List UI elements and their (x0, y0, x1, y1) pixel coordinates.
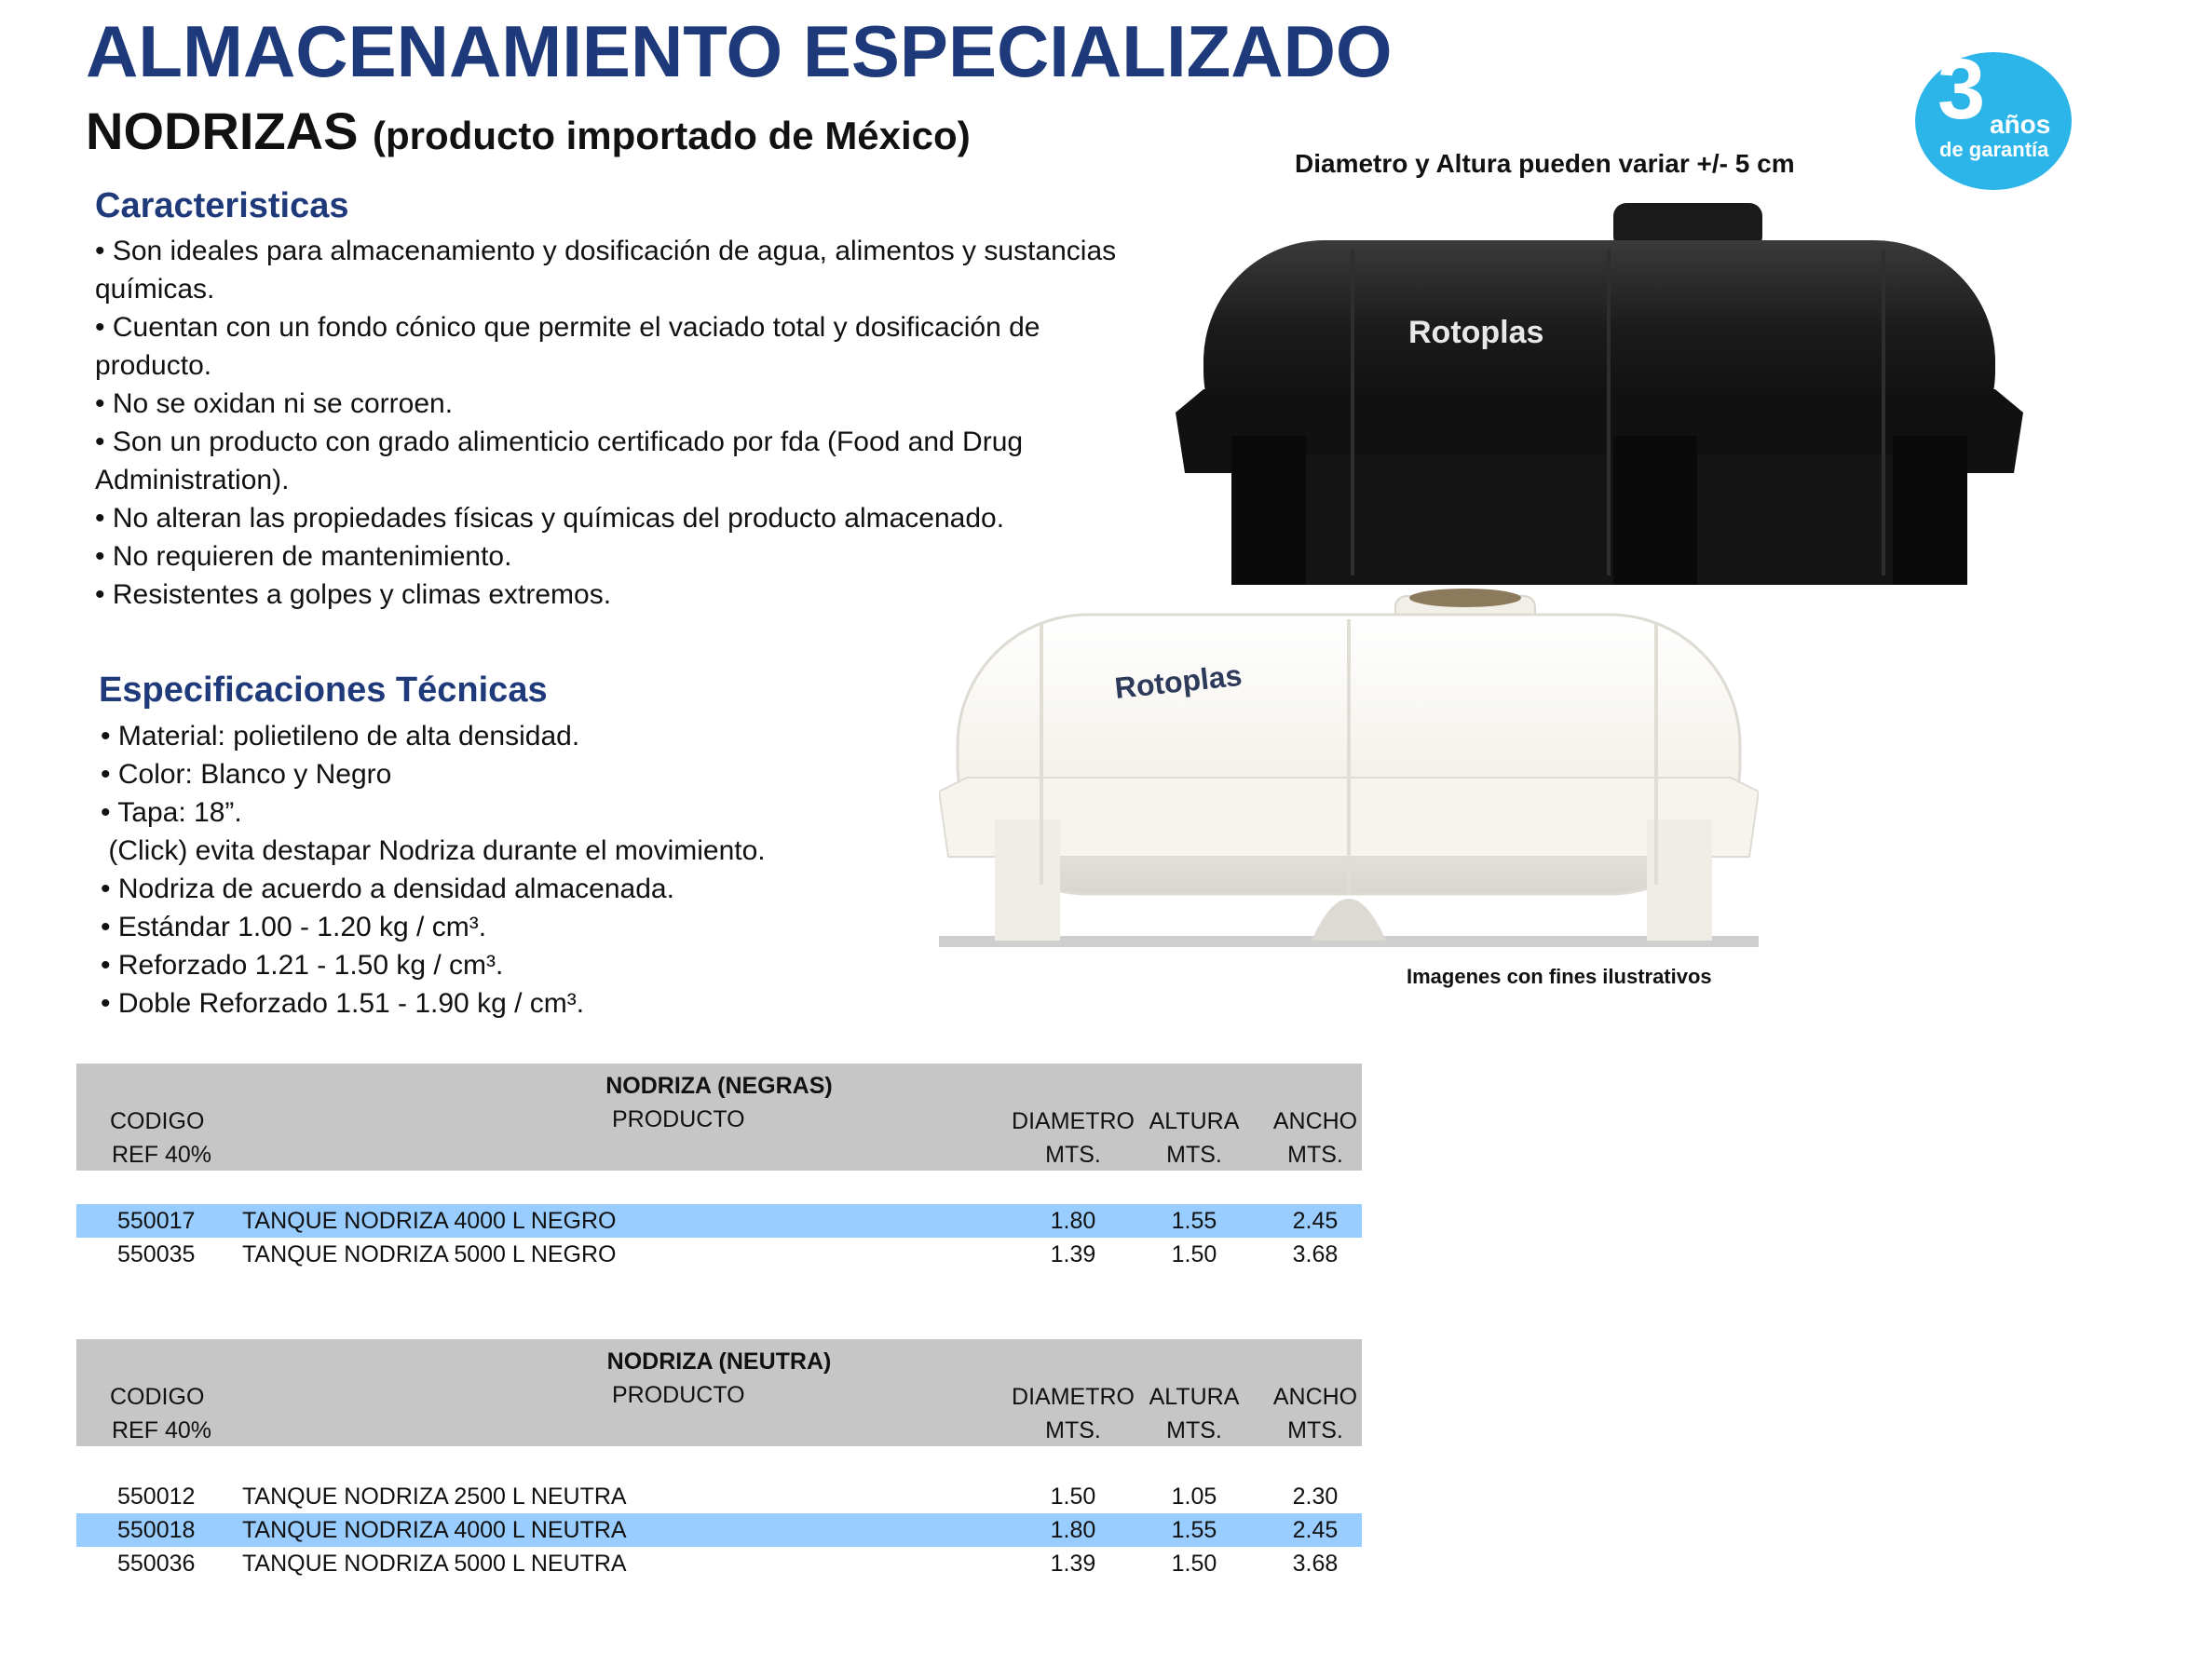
row-width: 2.45 (1292, 1208, 1339, 1234)
table-row (76, 1513, 1362, 1547)
spec-item: • Reforzado 1.21 - 1.50 kg / cm³. (101, 950, 504, 981)
col-diameter: DIAMETRO (1012, 1384, 1135, 1410)
brand-logo: Rotoplas (1112, 657, 1244, 705)
page-subtitle (86, 101, 971, 161)
subtitle-main: NODRIZAS (86, 102, 359, 160)
feature-item: • No se oxidan ni se corroen. (95, 388, 454, 419)
row-diameter: 1.80 (1050, 1208, 1096, 1234)
col-diameter-unit: MTS. (1045, 1417, 1101, 1443)
col-product: PRODUCTO (612, 1106, 745, 1132)
spec-item: • Estándar 1.00 - 1.20 kg / cm³. (101, 912, 487, 942)
row-width: 2.45 (1292, 1517, 1339, 1543)
table-row (76, 1480, 1362, 1513)
col-width: ANCHO (1272, 1108, 1358, 1134)
warranty-label: de garantía (1939, 138, 2049, 161)
row-product: TANQUE NODRIZA 5000 L NEGRO (242, 1241, 617, 1267)
row-code: 550036 (117, 1551, 196, 1577)
spec-item: • Nodriza de acuerdo a densidad almacenada. (101, 874, 674, 904)
feature-item: • No alteran las propiedades físicas y químicas del producto almacenado. (95, 503, 1005, 534)
col-diameter-unit: MTS. (1045, 1142, 1101, 1168)
row-diameter: 1.39 (1050, 1241, 1096, 1267)
features-list (95, 232, 1120, 614)
table-group-title: NODRIZA (NEGRAS) (605, 1073, 833, 1099)
col-code-ref: REF 40% (112, 1417, 211, 1443)
col-height-unit: MTS. (1166, 1142, 1222, 1168)
feature-item: • Resistentes a golpes y climas extremos. (95, 579, 612, 610)
row-width: 3.68 (1292, 1551, 1339, 1577)
dimension-variance-note: Diametro y Altura pueden variar +/- 5 cm (1295, 149, 1795, 178)
table-header (76, 1339, 1362, 1446)
spec-item: • Doble Reforzado 1.51 - 1.90 kg / cm³. (101, 988, 585, 1019)
feature-item: • Son ideales para almacenamiento y dosificación de agua, alimentos y sustancias químicas. (95, 236, 1117, 305)
col-diameter: DIAMETRO (1012, 1108, 1135, 1134)
col-width-unit: MTS. (1287, 1417, 1343, 1443)
row-product: TANQUE NODRIZA 2500 L NEUTRA (242, 1484, 627, 1510)
spec-item: • Tapa: 18”. (101, 797, 242, 828)
row-width: 2.30 (1292, 1484, 1339, 1510)
col-height: ALTURA (1149, 1384, 1240, 1410)
col-width-unit: MTS. (1287, 1142, 1343, 1168)
row-code: 550035 (117, 1241, 196, 1267)
black-tanks-table (76, 1064, 1362, 1271)
warranty-badge (1915, 42, 2072, 190)
row-height: 1.55 (1171, 1517, 1217, 1543)
black-tank-image (1176, 203, 2023, 585)
row-code: 550018 (117, 1517, 196, 1543)
row-diameter: 1.39 (1050, 1551, 1096, 1577)
illustrative-note: Imagenes con fines ilustrativos (1407, 965, 1712, 988)
col-width: ANCHO (1272, 1384, 1358, 1410)
subtitle-note: (producto importado de México) (373, 114, 971, 157)
row-product: TANQUE NODRIZA 4000 L NEGRO (242, 1208, 617, 1234)
row-height: 1.50 (1171, 1551, 1217, 1577)
col-code-ref: REF 40% (112, 1142, 211, 1168)
col-code: CODIGO (110, 1384, 205, 1410)
warranty-years: 3 (1937, 42, 1986, 137)
spec-item: (Click) evita destapar Nodriza durante el movimiento. (101, 835, 766, 866)
table-header (76, 1064, 1362, 1171)
col-height-unit: MTS. (1166, 1417, 1222, 1443)
page-title: ALMACENAMIENTO ESPECIALIZADO (86, 10, 1393, 92)
warranty-years-label: años (1990, 110, 2051, 139)
table-group-title: NODRIZA (NEUTRA) (606, 1348, 832, 1375)
row-product: TANQUE NODRIZA 4000 L NEUTRA (242, 1517, 627, 1543)
brand-logo: Rotoplas (1408, 315, 1544, 350)
specs-title: Especificaciones Técnicas (99, 671, 548, 710)
col-height: ALTURA (1149, 1108, 1240, 1134)
spec-item: • Material: polietileno de alta densidad. (101, 721, 580, 752)
feature-item: • Cuentan con un fondo cónico que permite el vaciado total y dosificación de producto. (95, 312, 1040, 381)
feature-item: • No requieren de mantenimiento. (95, 541, 512, 572)
row-height: 1.50 (1171, 1241, 1217, 1267)
table-row (76, 1547, 1362, 1580)
row-product: TANQUE NODRIZA 5000 L NEUTRA (242, 1551, 627, 1577)
row-diameter: 1.80 (1050, 1517, 1096, 1543)
col-product: PRODUCTO (612, 1382, 745, 1408)
table-row (76, 1204, 1362, 1238)
spec-item: • Color: Blanco y Negro (101, 759, 392, 790)
specs-list (101, 717, 1032, 1023)
row-height: 1.05 (1171, 1484, 1217, 1510)
row-width: 3.68 (1292, 1241, 1339, 1267)
table-row (76, 1238, 1362, 1271)
neutral-tanks-table (76, 1339, 1362, 1580)
row-code: 550012 (117, 1484, 196, 1510)
white-tank-image (939, 577, 1759, 950)
row-height: 1.55 (1171, 1208, 1217, 1234)
row-code: 550017 (117, 1208, 196, 1234)
row-diameter: 1.50 (1050, 1484, 1096, 1510)
feature-item: • Son un producto con grado alimenticio certificado por fda (Food and Drug Administration). (95, 427, 1024, 495)
features-title: Caracteristicas (95, 186, 349, 225)
col-code: CODIGO (110, 1108, 205, 1134)
